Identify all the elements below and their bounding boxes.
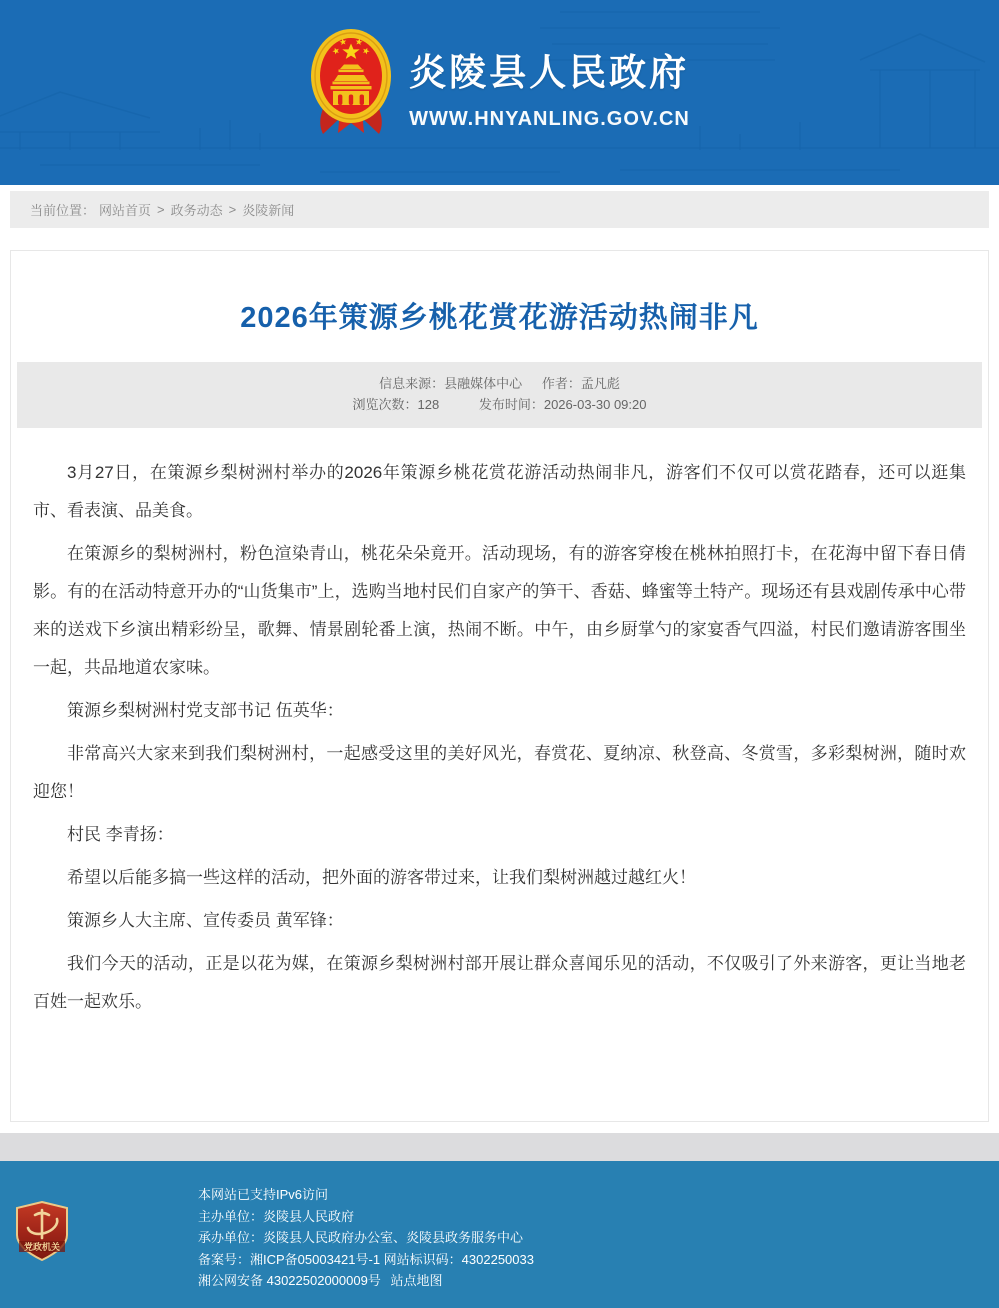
- article-meta-bar: [17, 362, 982, 428]
- meta-line-1: [17, 373, 982, 394]
- article-container: [10, 250, 989, 1122]
- article-body: [33, 454, 966, 1021]
- footer-security-line: [198, 1270, 534, 1292]
- footer-ipv6-line: 本网站已支持IPv6访问: [198, 1187, 329, 1202]
- article-paragraph: 希望以后能多搞一些这样的活动，把外面的游客带过来，让我们梨树洲越过越红火！: [67, 868, 696, 887]
- national-emblem-icon: [309, 26, 393, 136]
- site-title: 炎陵县人民政府: [409, 52, 690, 93]
- meta-author: 作者：孟凡彪: [541, 376, 620, 391]
- badge-label: 党政机关: [23, 1242, 61, 1252]
- security-filing-link[interactable]: 湘公网安备 43022502000009号: [198, 1273, 381, 1288]
- article-paragraph: 策源乡梨树洲村党支部书记 伍英华：: [67, 701, 344, 720]
- meta-views: 浏览次数：128: [352, 397, 440, 412]
- footer-icp-line: 备案号：湘ICP备05003421号-1 网站标识码：4302250033: [198, 1251, 534, 1267]
- footer-host-line: 主办单位：炎陵县人民政府: [198, 1208, 355, 1224]
- meta-source: 信息来源：县融媒体中心: [379, 376, 523, 391]
- breadcrumb-link-home[interactable]: 网站首页: [99, 203, 152, 218]
- breadcrumb: [10, 191, 989, 228]
- article-title: 2026年策源乡桃花赏花游活动热闹非凡: [240, 302, 759, 334]
- meta-publish-time: 发布时间：2026-03-30 09:20: [478, 397, 647, 412]
- article-paragraph: 策源乡人大主席、宣传委员 黄军锋：: [67, 911, 344, 930]
- breadcrumb-separator: >: [228, 202, 237, 217]
- article-paragraph: 我们今天的活动，正是以花为媒，在策源乡梨树洲村部开展让群众喜闻乐见的活动，不仅吸引了外来游客，更让当地老百姓一起欢乐。: [33, 954, 966, 1011]
- party-government-badge-icon: [14, 1201, 70, 1261]
- breadcrumb-label: 当前位置：: [30, 203, 96, 218]
- site-url: WWW.HNYANLING.GOV.CN: [409, 108, 690, 130]
- footer-divider-strip: [0, 1133, 999, 1161]
- site-identity: [409, 26, 690, 131]
- article-paragraph: 村民 李青扬：: [67, 825, 174, 844]
- breadcrumb-link-news[interactable]: 炎陵新闻: [242, 203, 295, 218]
- sitemap-link[interactable]: 站点地图: [390, 1273, 443, 1288]
- site-header: [0, 0, 999, 185]
- site-footer: [0, 1161, 999, 1308]
- article-paragraph: 3月27日，在策源乡梨树洲村举办的2026年策源乡桃花赏花游活动热闹非凡，游客们不仅可以赏花踏春，还可以逛集市、看表演、品美食。: [33, 463, 966, 520]
- breadcrumb-link-zhengwu[interactable]: 政务动态: [170, 203, 223, 218]
- footer-organizer-line: 承办单位：炎陵县人民政府办公室、炎陵县政务服务中心: [198, 1230, 524, 1245]
- article-paragraph: 在策源乡的梨树洲村，粉色渲染青山，桃花朵朵竟开。活动现场，有的游客穿梭在桃林拍照打卡，在花海中留下春日倩影。有的在活动特意开办的“山货集市”上，选购当地村民们自家产的笋干、香菇、蜂蜜等土特产。现场还有县戏剧传承中心带来的送戏下乡演出精彩纷呈，歌舞、情景剧轮番上演，热闹不断。中午，由乡厨掌勺的家宴香气四溢，村民们邀请游客围坐一起，共品地道农家味。: [33, 544, 966, 677]
- footer-info: [198, 1184, 534, 1292]
- breadcrumb-separator: >: [157, 202, 165, 217]
- article-paragraph: 非常高兴大家来到我们梨树洲村，一起感受这里的美好风光，春赏花、夏纳凉、秋登高、冬赏雪，多彩梨树洲，随时欢迎您！: [33, 744, 966, 801]
- meta-line-2: [17, 394, 982, 415]
